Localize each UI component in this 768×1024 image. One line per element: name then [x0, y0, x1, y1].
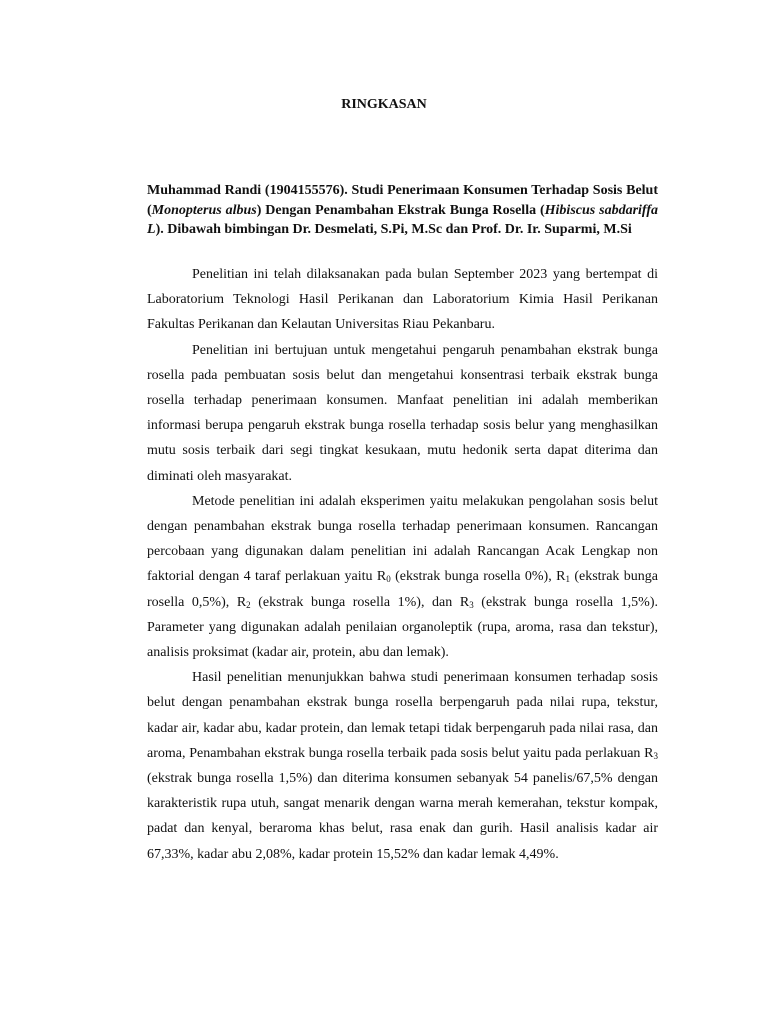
page-title: RINGKASAN	[341, 97, 427, 112]
paragraph-objective: Penelitian ini bertujuan untuk mengetahui pengaruh penambahan ekstrak bunga rosella pada pembuatan sosis belut dan mengetahui konsentrasi terbaik ekstrak bunga rosella terhadap penerimaan konsumen. Manfaat penelitian ini adalah memberikan informasi berupa pengaruh ekstrak bunga rosella terhadap sosis belur yang menghasilkan mutu sosis terbaik dari segi tingkat kesukaan, mutu hedonik serta dapat diterima dan diminati oleh masyarakat.	[147, 342, 658, 484]
results-text: Hasil penelitian menunjukkan bahwa studi penerimaan konsumen terhadap sosis belut dengan penambahan ekstrak bunga rosella berpengaruh pada nilai rupa, tekstur, kadar air, kadar abu, kadar protein, dan lemak tetapi tidak berpengaruh pada nilai rasa, dan aroma, Penambahan ekstrak bunga rosella terbaik pada sosis belut yaitu pada perlakuan R	[147, 670, 658, 761]
citation-header	[147, 181, 658, 240]
method-text: (ekstrak bunga rosella 1%), dan R	[250, 594, 470, 610]
paragraph-method	[147, 489, 658, 665]
subscript: 2	[246, 599, 251, 610]
citation-title-mid: ) Dengan Penambahan Ekstrak Bunga Rosella (	[256, 202, 545, 218]
subscript: 3	[653, 750, 658, 761]
method-text: (ekstrak bunga rosella 1,5%). Parameter yang digunakan adalah penilaian organoleptik (rupa, aroma, rasa dan tekstur), analisis proksimat (kadar air, protein, abu dan lemak).	[147, 594, 659, 661]
results-text: (ekstrak bunga rosella 1,5%) dan diterima konsumen sebanyak 54 panelis/67,5% dengan karakteristik rupa utuh, sangat menarik dengan warna merah kemerahan, tekstur kompak, padat dan kenyal, beraroma khas belut, rasa enak dan gurih. Hasil analisis kadar air 67,33%, kadar abu 2,08%, kadar protein 15,52% dan kadar lemak 4,49%.	[147, 771, 658, 862]
subscript: 3	[469, 599, 474, 610]
citation-author-title: Muhammad Randi (1904155576). Studi Penerimaan Konsumen Terhadap Sosis Belut (	[147, 183, 658, 218]
method-text: (ekstrak bunga rosella 0%), R	[390, 569, 566, 585]
species-name-eel: Monopterus albus	[151, 202, 257, 218]
summary-body	[147, 262, 658, 867]
citation-supervisors: ). Dibawah bimbingan Dr. Desmelati, S.Pi, M.Sc dan Prof. Dr. Ir. Suparmi, M.Si	[155, 222, 632, 237]
subscript: 1	[565, 574, 570, 585]
species-name-rosella: Hibiscus sabdariffa L	[147, 202, 658, 237]
paragraph-location: Penelitian ini telah dilaksanakan pada bulan September 2023 yang bertempat di Laboratorium Teknologi Hasil Perikanan dan Laboratorium Kimia Hasil Perikanan Fakultas Perikanan dan Kelautan Universitas Riau Pekanbaru.	[147, 267, 658, 333]
method-text: (ekstrak bunga rosella 0,5%), R	[147, 569, 658, 610]
subscript: 0	[386, 574, 391, 585]
method-text: Metode penelitian ini adalah eksperimen yaitu melakukan pengolahan sosis belut dengan penambahan ekstrak bunga rosella terhadap penerimaan konsumen. Rancangan percobaan yang digunakan dalam penelitian ini adalah Rancangan Acak Lengkap non faktorial dengan 4 taraf perlakuan yaitu R	[147, 493, 658, 585]
paragraph-results	[147, 665, 658, 867]
